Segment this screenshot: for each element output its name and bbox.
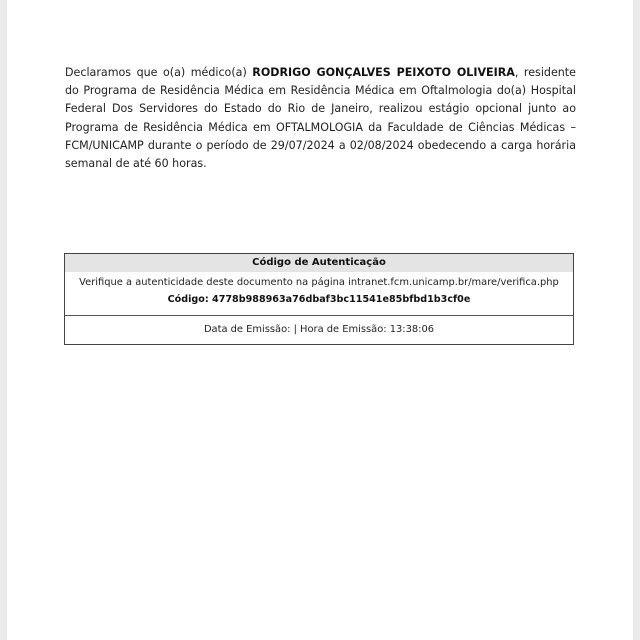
authentication-divider [65, 315, 573, 316]
authentication-title: Código de Autenticação [65, 254, 573, 272]
authentication-box [64, 253, 574, 345]
emission-info: Data de Emissão: | Hora de Emissão: 13:38:06 [203, 324, 435, 335]
declaration-body: , residente do Programa de Residência Médica em Residência Médica em Oftalmologia do(a) Hospital Federal Dos Servidores do Estado do Rio de Janeiro, realizou estágio opcional junto ao Programa de Residência Médica em OFTALMOLOGIA da Faculdade de Ciências Médicas – FCM/UNICAMP durante o período de 29/07/2024 a 02/08/2024 obedecendo a carga horária semanal de até 60 horas. [65, 66, 576, 171]
declaration-intro: Declaramos que o(a) médico(a) [65, 66, 253, 79]
physician-name: RODRIGO GONÇALVES PEIXOTO OLIVEIRA [252, 66, 515, 79]
document-page [7, 0, 633, 640]
declaration-paragraph [65, 64, 576, 173]
verification-instructions: Verifique a autenticidade deste documento na página intranet.fcm.unicamp.br/mare/verifica.php [79, 277, 559, 288]
authentication-code: Código: 4778b988963a76dbaf3bc11541e85bfbd1b3cf0e [167, 294, 471, 305]
